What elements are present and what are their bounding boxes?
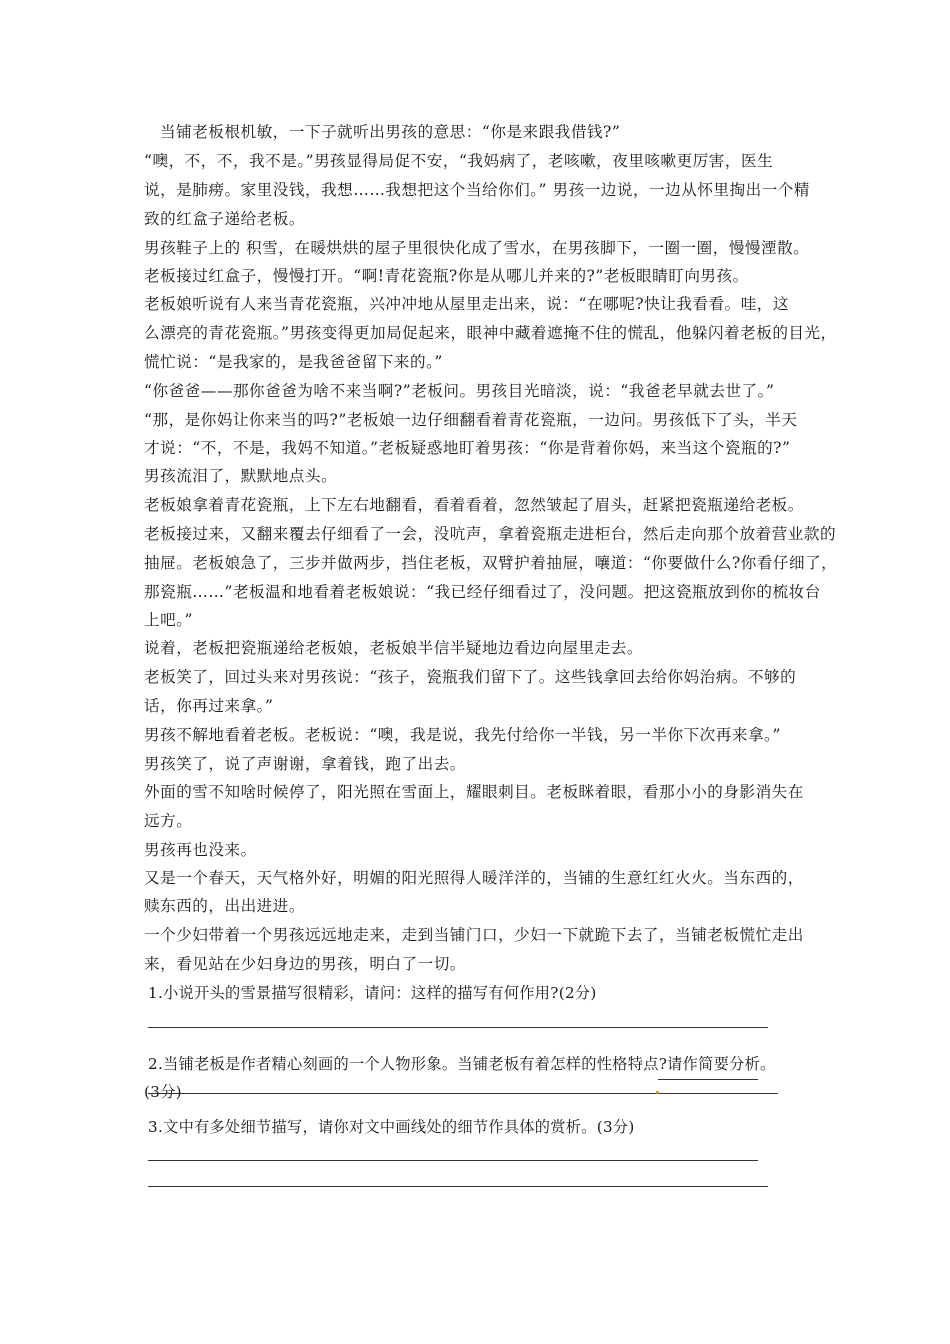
- story-line: 说着，老板把瓷瓶递给老板娘，老板娘半信半疑地边看边向屋里走去。: [144, 639, 643, 657]
- story-line: 男孩不解地看着老板。老板说：“噢，我是说，我先付给你一半钱，另一半你下次再来拿。”: [144, 726, 781, 744]
- story-line: 男孩流泪了，默默地点头。: [144, 467, 338, 485]
- story-line: 致的红盒子递给老板。: [144, 210, 305, 228]
- story-line: 男孩再也没来。: [144, 841, 257, 859]
- story-line: 老板笑了，回过头来对男孩说：“孩子，瓷瓶我们留下了。这些钱拿回去给你妈治病。不够的: [144, 668, 797, 686]
- story-line: 老板接过红盒子，慢慢打开。“啊!青花瓷瓶?你是从哪儿并来的?”老板眼睛盯向男孩。: [144, 267, 749, 285]
- story-line: “噢，不，不，我不是。”男孩显得局促不安，“我妈病了，老咳嗽，夜里咳嗽更厉害，医生: [144, 152, 774, 170]
- story-line: 来，看见站在少妇身边的男孩，明白了一切。: [144, 955, 466, 973]
- question-1: 1.小说开头的雪景描写很精彩，请问：这样的描写有何作用?(2分): [148, 984, 597, 1002]
- story-line: 才说：“不，不是，我妈不知道。”老板疑惑地盯着男孩：“你是背着你妈，来当这个瓷瓶的?”: [144, 439, 791, 457]
- story-line: 说，是肺痨。家里没钱，我想……我想把这个当给你们。” 男孩一边说，一边从怀里掏出一个精: [144, 181, 810, 199]
- answer-line-2[interactable]: [148, 1093, 778, 1094]
- story-line: “那，是你妈让你来当的吗?”老板娘一边仔细翻看着青花瓷瓶，一边问。男孩低下了头，半天: [144, 411, 798, 429]
- answer-line-3b[interactable]: [148, 1186, 768, 1187]
- question-3: 3.文中有多处细节描写，请你对文中画线处的细节作具体的赏析。(3分): [148, 1118, 635, 1136]
- story-line: 男孩笑了，说了声谢谢，拿着钱，跑了出去。: [144, 755, 466, 773]
- story-line: 慌忙说：“是我家的，是我爸爸留下来的。”: [144, 353, 443, 371]
- story-line: 老板娘听说有人来当青花瓷瓶，兴冲冲地从屋里走出来，说：“在哪呢?快让我看看。哇，这: [144, 295, 789, 313]
- story-line: 外面的雪不知啥时候停了，阳光照在雪面上，耀眼刺目。老板眯着眼，看那小小的身影消失在: [144, 783, 804, 801]
- question-2-score: (3分): [144, 1083, 182, 1101]
- story-line: 老板娘拿着青花瓷瓶，上下左右地翻看，看着看着，忽然皱起了眉头，赶紧把瓷瓶递给老板。: [144, 496, 804, 514]
- story-line: 一个少妇带着一个男孩远远地走来，走到当铺门口，少妇一下就跪下去了，当铺老板慌忙走出: [144, 926, 804, 944]
- story-line: “你爸爸——那你爸爸为啥不来当啊?”老板问。男孩目光暗淡，说：“我爸老早就去世了。”: [144, 382, 775, 400]
- story-line: 远方。: [144, 812, 193, 830]
- story-line: 男孩鞋子上的 积雪，在暖烘烘的屋子里很快化成了雪水，在男孩脚下，一圈一圈，慢慢湮散。: [144, 239, 810, 257]
- ink-dot: [656, 1091, 659, 1094]
- story-line: 话，你再过来拿。”: [144, 697, 274, 715]
- story-line: 又是一个春天，天气格外好，明媚的阳光照得人暖洋洋的，当铺的生意红红火火。当东西的，: [144, 869, 804, 887]
- story-line: 抽屉。老板娘急了，三步并做两步，挡住老板，双臂护着抽屉，嚷道：“你要做什么?你看仔细了，: [144, 554, 838, 572]
- story-line: 那瓷瓶……”老板温和地看着老板娘说：“我已经仔细看过了，没问题。把这瓷瓶放到你的梳妆台: [144, 583, 821, 601]
- story-line: 上吧。”: [144, 611, 193, 629]
- question-2: 2.当铺老板是作者精心刻画的一个人物形象。当铺老板有着怎样的性格特点?请作简要分析。: [148, 1055, 776, 1073]
- story-line: 赎东西的，出出进进。: [144, 897, 305, 915]
- answer-line-1[interactable]: [148, 1027, 768, 1028]
- story-line: 当铺老板根机敏，一下子就听出男孩的意思：“你是来跟我借钱?”: [160, 123, 621, 141]
- answer-line-3a[interactable]: [148, 1160, 758, 1161]
- story-line: 老板接过来，又翻来覆去仔细看了一会，没吭声，拿着瓷瓶走进柜台，然后走向那个放着营业款的: [144, 525, 837, 543]
- story-line: 么漂亮的青花瓷瓶。”男孩变得更加局促起来，眼神中藏着遮掩不住的慌乱，他躲闪着老板的目光，: [144, 324, 837, 342]
- answer-line-2-short[interactable]: [658, 1079, 758, 1080]
